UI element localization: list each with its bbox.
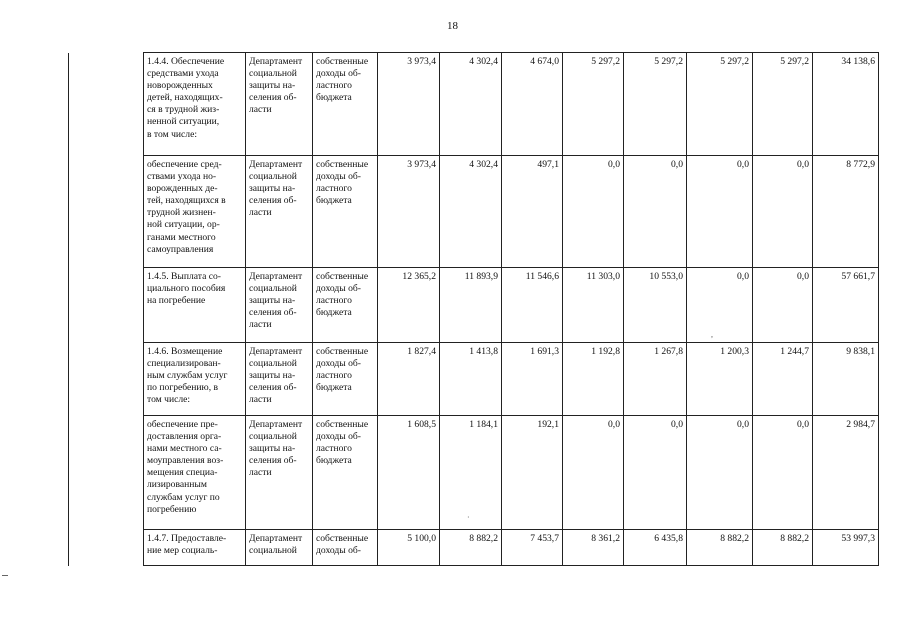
value-cell: 4 302,4 — [440, 53, 502, 156]
department-cell: Департамент социальной — [246, 530, 313, 566]
activity-name-cell: обеспечение сред- ствами ухода но- ворожденных де- тей, находящихся в трудной жизнен- ной ситуации, ор- ганами местного самоуправления — [144, 156, 246, 268]
value-cell: 0,0 — [687, 268, 753, 343]
value-cell: 0,0 — [753, 416, 813, 530]
value-cell: 0,0 — [687, 156, 753, 268]
value-cell: 8 882,2 — [687, 530, 753, 566]
value-cell: 10 553,0 — [624, 268, 687, 343]
funding-source-cell: собственные доходы об- ластного бюджета — [313, 416, 378, 530]
funding-source-cell: собственные доходы об- ластного бюджета — [313, 343, 378, 416]
value-cell: 1 413,8 — [440, 343, 502, 416]
value-cell: 0,0 — [624, 416, 687, 530]
activity-name-cell: 1.4.4. Обеспечение средствами ухода новорожденных детей, находящих- ся в трудной жиз- ненной ситуации, в том числе: — [144, 53, 246, 156]
page-number: 18 — [447, 20, 458, 32]
department-cell: Департамент социальной защиты на- селения об- ласти — [246, 343, 313, 416]
scan-speck: , — [711, 330, 713, 339]
budget-table — [68, 52, 879, 566]
value-cell: 11 893,9 — [440, 268, 502, 343]
value-cell: 5 297,2 — [687, 53, 753, 156]
value-cell: 1 200,3 — [687, 343, 753, 416]
value-cell: 0,0 — [563, 416, 624, 530]
department-cell: Департамент социальной защиты на- селения об- ласти — [246, 53, 313, 156]
activity-name-cell: 1.4.6. Возмещение специализирован- ным службам услуг по погребению, в том числе: — [144, 343, 246, 416]
value-cell: 497,1 — [502, 156, 563, 268]
funding-source-cell: собственные доходы об- ластного бюджета — [313, 53, 378, 156]
value-cell: 192,1 — [502, 416, 563, 530]
value-cell: 6 435,8 — [624, 530, 687, 566]
total-cell: 9 838,1 — [813, 343, 879, 416]
total-cell: 57 661,7 — [813, 268, 879, 343]
table-row — [69, 156, 879, 268]
value-cell: 7 453,7 — [502, 530, 563, 566]
value-cell: 1 184,1 — [440, 416, 502, 530]
activity-name-cell: 1.4.7. Предоставле- ние мер социаль- — [144, 530, 246, 566]
value-cell: 1 691,3 — [502, 343, 563, 416]
table-row — [69, 53, 879, 156]
value-cell: 3 973,4 — [378, 156, 440, 268]
value-cell: 8 882,2 — [440, 530, 502, 566]
value-cell: 5 297,2 — [563, 53, 624, 156]
table-row — [69, 416, 879, 530]
value-cell: 8 882,2 — [753, 530, 813, 566]
total-cell: 8 772,9 — [813, 156, 879, 268]
value-cell: 12 365,2 — [378, 268, 440, 343]
table-row — [69, 530, 879, 566]
value-cell: 4 674,0 — [502, 53, 563, 156]
department-cell: Департамент социальной защиты на- селения об- ласти — [246, 268, 313, 343]
value-cell: 1 244,7 — [753, 343, 813, 416]
table-row — [69, 268, 879, 343]
value-cell: 5 297,2 — [624, 53, 687, 156]
value-cell: 0,0 — [563, 156, 624, 268]
value-cell: 1 608,5 — [378, 416, 440, 530]
scan-edge-mark — [2, 575, 8, 576]
total-cell: 2 984,7 — [813, 416, 879, 530]
total-cell: 34 138,6 — [813, 53, 879, 156]
department-cell: Департамент социальной защиты на- селения об- ласти — [246, 416, 313, 530]
activity-name-cell: 1.4.5. Выплата со- циального пособия на погребение — [144, 268, 246, 343]
funding-source-cell: собственные доходы об- ластного бюджета — [313, 156, 378, 268]
value-cell: 0,0 — [624, 156, 687, 268]
value-cell: 8 361,2 — [563, 530, 624, 566]
funding-source-cell: собственные доходы об- ластного бюджета — [313, 268, 378, 343]
total-cell: 53 997,3 — [813, 530, 879, 566]
value-cell: 5 100,0 — [378, 530, 440, 566]
value-cell: 1 192,8 — [563, 343, 624, 416]
value-cell: 3 973,4 — [378, 53, 440, 156]
value-cell: 0,0 — [753, 156, 813, 268]
value-cell: 11 546,6 — [502, 268, 563, 343]
department-cell: Департамент социальной защиты на- селения об- ласти — [246, 156, 313, 268]
activity-name-cell: обеспечение пре- доставления орга- нами местного са- моуправления воз- мещения специа- лизированным службам услуг по погребению — [144, 416, 246, 530]
value-cell: 5 297,2 — [753, 53, 813, 156]
scan-speck: · — [467, 513, 470, 522]
funding-source-cell: собственные доходы об- — [313, 530, 378, 566]
value-cell: 11 303,0 — [563, 268, 624, 343]
value-cell: 0,0 — [753, 268, 813, 343]
value-cell: 4 302,4 — [440, 156, 502, 268]
value-cell: 1 267,8 — [624, 343, 687, 416]
table-row — [69, 343, 879, 416]
row-number-column — [69, 53, 144, 566]
value-cell: 1 827,4 — [378, 343, 440, 416]
value-cell: 0,0 — [687, 416, 753, 530]
